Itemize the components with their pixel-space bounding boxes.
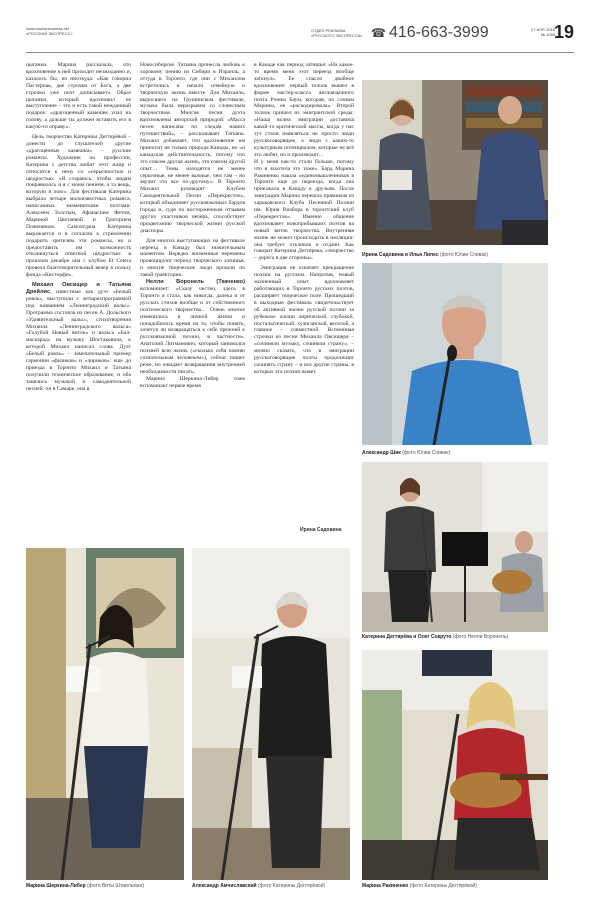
- paragraph: цыганки. Марина рассказала, что вдохновение к ней приходит неожиданно и, казалось бы, из ниоткуда: «Как говорил Пастернак, две строчки от Бога, а две строчки уже поэт дописывает». Образ цыганки, который вдохновил ее выступление – это и есть такой нежданный подарок: «драгоценный камешек упал на голову, а дальше ты должен вставить его в какую-то оправу».: [26, 62, 131, 131]
- caption-degtyareva: [362, 634, 508, 640]
- photo-amchislavsky: [192, 548, 350, 880]
- caption-rakinenko: [362, 883, 477, 889]
- paragraph-text: , известные как дуэт «Белый рояль», выступили с четырехпрограммой под названием «Ленинградский вальс». Программа состояла из песен А. Дольского «Удивительный вальс», стихотворения Михаила «Ленинградского вальса» «Голубой Новый виток» и вальса «Бал-маскарад» на музыку Шостаковича, к которой Михаил написал слова. Дуэт «Белый рояль» – замечательный пример гармонии «физиков» и «лириков»: еще до приезда в Торонто Михаил и Татьяна получили техническое образование, и оба занялись музыкой и самодеятельной песней: он в Самаре, она в: [26, 289, 131, 392]
- caption-shik: [362, 450, 450, 456]
- caption-names: Марина Шеркина-Либер: [26, 883, 86, 889]
- photo-image: [362, 80, 548, 245]
- caption-names: Александр Амчиславский: [192, 883, 257, 889]
- photo-credit: (фото Нелли Воронель): [451, 634, 509, 640]
- photo-image: [192, 548, 350, 880]
- photo-image: [26, 548, 184, 880]
- caption-names: Александр Шик: [362, 450, 401, 456]
- phone-icon: ☎: [371, 26, 386, 40]
- issue-date: 27 АПР. 2018: [531, 27, 556, 32]
- phone-number: [371, 24, 489, 42]
- photo-image: [362, 462, 548, 632]
- ad-line1: ОТДЕЛ РЕКЛАМЫ: [311, 28, 346, 33]
- photo-credit: (фото Виты Штиильман): [85, 883, 145, 889]
- paragraph: Новосибирске. Татьяна пронесла любовь к хоровому пению из Сибири в Израиль, а оттуда в Торонто, где они с Михаилом встретились и начали семейную и творческую жизнь вместе. Для Михаила, выросшего на Грушинском фестивале, музыка была неразрывна со словесным творчеством. Многие песни дуэта вдохновлены авторской природой: «Масса песен написана по следам наших путешествий», – рассказывает Татьяна. Михаил добавляет, что вдохновение им приносит не только природа Канады, но «и канадская действительность, потому что это совсем другая жизнь, это совсем другой опыт… Темы находятся не менее серьезные, не менее важные, чем там – но звучит это все по-другому». В Торонто Михаил руководит Клубом Самодеятельной Песни «Перекресток», который объединяет русскоязычных бардов города и, судя по восторженным отзывам других участников вечера, способствует процветанию творческой жизни русской диаспоры.: [140, 62, 245, 234]
- photo-credit: (фото Юлии Спивак): [438, 252, 488, 258]
- caption-sherkina: [26, 883, 144, 889]
- site-title: «РУССКИЙ ЭКСПРЕСС»: [26, 31, 73, 36]
- photo-credit: (фото Юлии Спивак): [400, 450, 451, 456]
- ad-line2: «РУССКОГО ЭКСПРЕССА»: [311, 33, 363, 38]
- author-signature: Ирина Садовина: [300, 527, 342, 533]
- paragraph: Для многих выступающих на фестивале переезд в Канаду был значительным моментом. Нередко жизненные перемены провоцируют период творческого затишья, и многие творческие люди прошли по такой траектории.: [140, 237, 245, 279]
- article-column-3: [254, 62, 354, 524]
- person-name: Нелли Воронель (Ткаченко): [146, 279, 245, 286]
- caption-sadovina-lipes: [362, 252, 488, 258]
- article-column-1: [26, 62, 131, 532]
- page-header: [26, 20, 574, 53]
- caption-names: Ирина Садовина и Илья Липес: [362, 252, 439, 258]
- photo-image: [362, 650, 548, 880]
- article-column-2: [140, 62, 245, 540]
- caption-amchislavsky: [192, 883, 325, 889]
- paragraph: [26, 282, 131, 393]
- ad-department: [311, 28, 363, 38]
- photo-sadovina-lipes: [362, 80, 548, 245]
- paragraph: Цель творчества Катерины Дегтярёвой – донести до слушателей другие «драгоценные камешки» – русские романсы. Художник по профессии, Катерина с детства любит этот жанр и относится к нему со «серьезностью и щедростью: «Я стараюсь, чтобы людям понравилось и я с моим пением, а та вещь, которую я пою». Для фестиваля Катерина выбрала четыре малоизвестных романса, написанных знаменитыми поэтами: Алексеем Толстым, Афанасием Фетом, Мариной Цветаевой и Григорием Поженяном. Самоотдача Катерины выражается и в согласии к стремлении подарить зрителям эти романсы, но и предоставить им возможность откликнуться ответной щедростью: в прошлом декабре она с клубом Et Cetera провела благотворительный вечер в пользу фонда «Кисторфи».: [26, 134, 131, 279]
- issue-info: [531, 27, 555, 37]
- person-name: Михаил Овсищер и Татьяна Дрейлис: [26, 282, 131, 295]
- photo-credit: (фото Катерины Дегтярёвой): [408, 883, 477, 889]
- phone-text: 416-663-3999: [388, 24, 489, 41]
- site-name[interactable]: [26, 26, 73, 36]
- photo-credit: (фото Катерины Дегтярёвой): [256, 883, 326, 889]
- paragraph: [140, 279, 245, 376]
- page-number: 19: [553, 22, 574, 42]
- photo-sherkina: [26, 548, 184, 880]
- paragraph-text: вспоминает: «Сказу честно, здесь в Торонто я стала, как никогда, далека и от русских стихов вообще и от собственного поэтического творчества… Очень многое изменилось в личной жизни и понадобилось время на то, чтобы понять, хочется ли возвращаться к себе прежней к русскоязычной поэзии, в частности». Анатолий Литманович, который занимался поэзией всю жизнь («сколько себя помню сознательным человеком»), сейчас пишет реже, но ожидает возвращения внутренней необходимости писать.: [140, 286, 245, 375]
- site-url[interactable]: www.russianexpress.net: [26, 26, 70, 31]
- photo-rakinenko: [362, 650, 548, 880]
- paragraph: Марина Шеркина-Либер тоже вспоминает первое время: [140, 375, 245, 389]
- photo-image: [362, 263, 548, 445]
- photo-shik: [362, 263, 548, 445]
- issue-number: № 1055: [540, 32, 556, 37]
- caption-names: Катерина Дегтярёва и Олег Сокруто: [362, 634, 452, 640]
- paragraph: И у меня как-то стали больше, потому что я захотела это тоже». Бард Марина Ракиненко нашла «единомышленников в Торонто еще до переезда, когда она приезжала в Канаду к друзьям. После эмиграции Марина перешла прямиком из харьковского Клуба Песенной Поэзии им. Юрия Визбора в торонтский клуб «Перекресток». Именно общение вдохновляет новоприбывших поэтов на новый виток творчества. Внутренняя жизнь не может происходить в изоляции: она требует откликов и отдачи. Как говорит Катерина Дегтярева, «творчество – дорога в две стороны».: [254, 158, 354, 262]
- paragraph: Эмиграция не означает прекращение поэзии на русском. Напротив, новый жизненный опыт вдохновляет работающих в Торонто русских поэтов, расширяет творческое поле. Прошедший в выходные фестиваль свидетельствует об активной жизни русской поэзии за рубежом: жизни лирической, глубокой, ностальгической, хулиганской, веселой, а главное – совместной. Вспоминая строчки из песни Михаила Овсищера – «сочиняли музыку, сочиняли страну», – можно сказать, что в эмиграции русскоговорящие поэты продолжают сочинять страну – и все другие страны, в которых эта поэзия живет.: [254, 265, 354, 375]
- caption-names: Марина Ракиненко: [362, 883, 409, 889]
- paragraph: в Канаде как период затишья: «На какое-то время меня этот переезд вообще заткнул». Ее спасло двойное вдохновение: первый толчок вышел в форме мастер-класса англоязычного поэта Ронны Баум, которая, по словам Марины, ее «раскодировала». Второй толчок пришел из эмигрантской среды: «Наша волна эмиграции доставила какой-то критической массы, когда у нас тут стали появляться не просто люди русскоговорящие, а люди с каким-то культурным потенциалом, которые не всё это любят, но и производят…: [254, 62, 354, 158]
- photo-degtyareva: [362, 462, 548, 632]
